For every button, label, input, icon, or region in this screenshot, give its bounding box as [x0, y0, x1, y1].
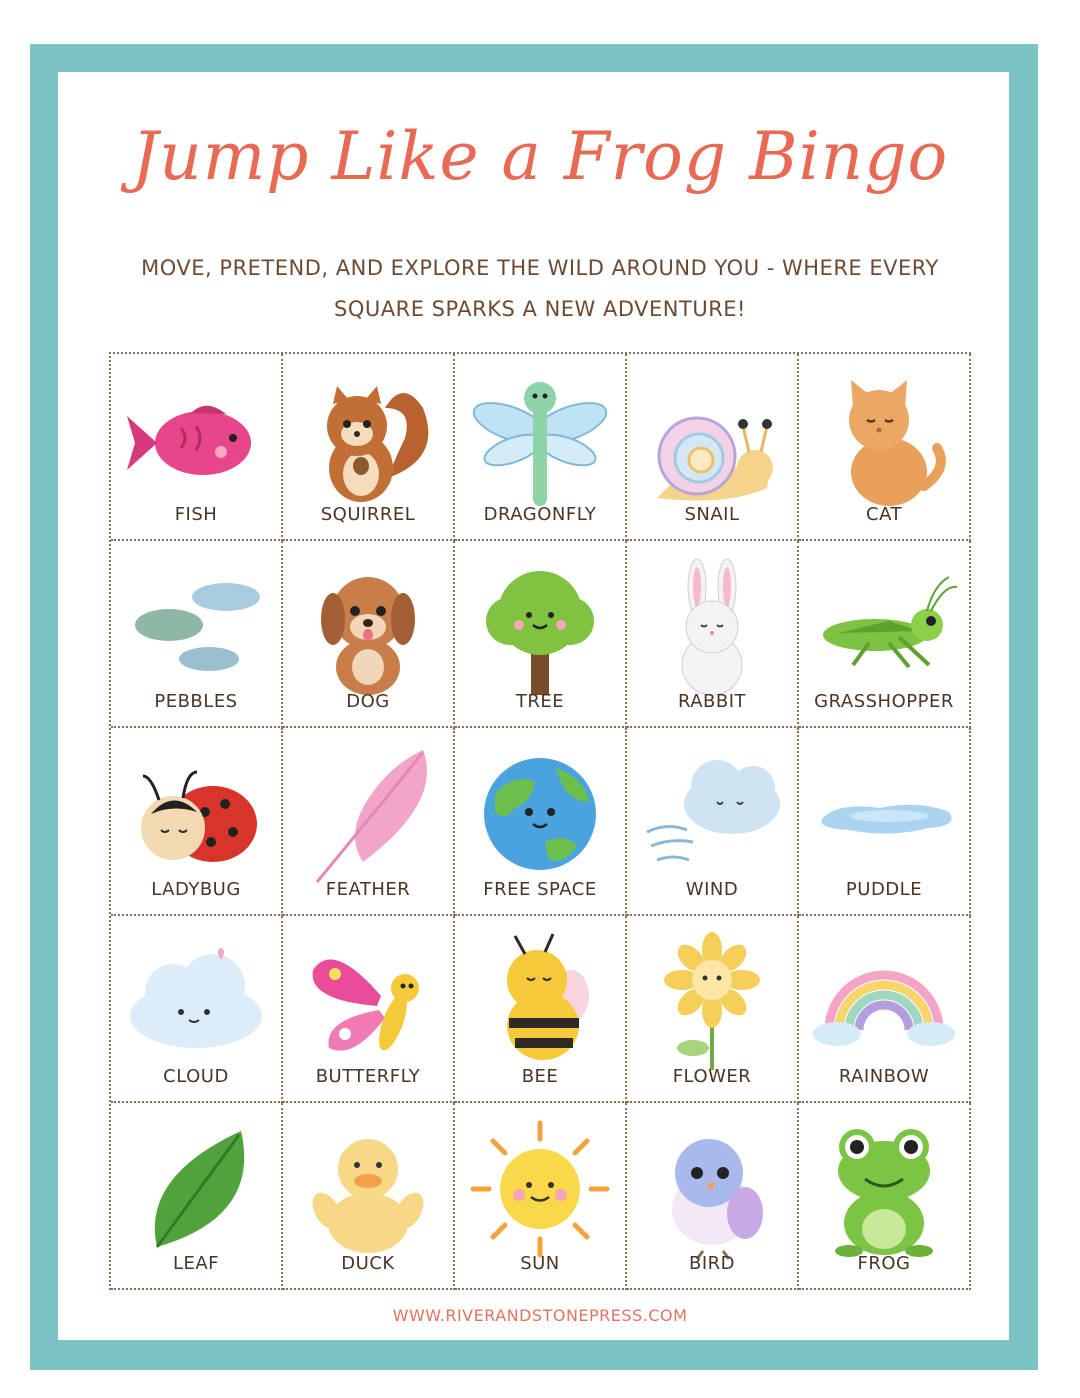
cell-label: WIND — [685, 878, 739, 900]
sun-icon — [465, 1117, 615, 1267]
leaf-icon — [121, 1117, 271, 1267]
bingo-cell-cloud[interactable] — [111, 916, 283, 1103]
pebbles-icon — [121, 555, 271, 705]
bingo-cell-pebbles[interactable] — [111, 541, 283, 728]
cell-label: FEATHER — [325, 878, 411, 900]
subtitle-line-2: SQUARE SPARKS A NEW ADVENTURE! — [334, 297, 746, 321]
bingo-cell-tree[interactable] — [455, 541, 627, 728]
bingo-cell-fish[interactable] — [111, 354, 283, 541]
grasshopper-icon — [809, 555, 959, 705]
bingo-cell-dog[interactable] — [283, 541, 455, 728]
rainbow-icon — [809, 930, 959, 1080]
cell-label: SNAIL — [684, 504, 740, 526]
wind-cloud-icon — [637, 742, 787, 892]
rabbit-icon — [637, 555, 787, 705]
dog-icon — [293, 555, 443, 705]
cell-label: GRASSHOPPER — [814, 691, 954, 713]
bingo-grid — [109, 352, 971, 1290]
bingo-cell-leaf[interactable] — [111, 1103, 283, 1290]
bingo-cell-squirrel[interactable] — [283, 354, 455, 541]
bingo-cell-frog[interactable] — [799, 1103, 971, 1290]
cell-label: BUTTERFLY — [315, 1065, 421, 1087]
bee-icon — [465, 930, 615, 1080]
earth-icon — [465, 742, 615, 892]
bingo-cell-butterfly[interactable] — [283, 916, 455, 1103]
tree-icon — [465, 555, 615, 705]
cell-label: DOG — [346, 691, 390, 713]
bingo-cell-sun[interactable] — [455, 1103, 627, 1290]
bingo-cell-puddle[interactable] — [799, 728, 971, 915]
bingo-cell-rainbow[interactable] — [799, 916, 971, 1103]
flower-icon — [637, 930, 787, 1080]
squirrel-icon — [293, 368, 443, 518]
bingo-cell-grasshopper[interactable] — [799, 541, 971, 728]
cell-label: LADYBUG — [151, 878, 241, 900]
cell-label: PUDDLE — [845, 878, 923, 900]
bingo-cell-ladybug[interactable] — [111, 728, 283, 915]
cell-label: FLOWER — [672, 1065, 752, 1087]
cell-label: DUCK — [341, 1252, 395, 1274]
cell-label: DRAGONFLY — [483, 504, 597, 526]
cell-label: PEBBLES — [154, 691, 238, 713]
bingo-cell-cat[interactable] — [799, 354, 971, 541]
bird-icon — [637, 1117, 787, 1267]
frog-icon — [809, 1117, 959, 1267]
snail-icon — [637, 368, 787, 518]
cell-label: BIRD — [688, 1252, 736, 1274]
bingo-cell-snail[interactable] — [627, 354, 799, 541]
bingo-cell-wind[interactable] — [627, 728, 799, 915]
puddle-icon — [809, 742, 959, 892]
bingo-cell-free-space[interactable] — [455, 728, 627, 915]
dragonfly-icon — [465, 368, 615, 518]
subtitle-line-1: MOVE, PRETEND, AND EXPLORE THE WILD AROUND YOU - WHERE EVERY — [141, 256, 939, 280]
footer-url[interactable]: WWW.RIVERANDSTONEPRESS.COM — [392, 1306, 688, 1325]
cell-label: LEAF — [172, 1252, 220, 1274]
cell-label: FREE SPACE — [483, 878, 597, 900]
bingo-cell-rabbit[interactable] — [627, 541, 799, 728]
cloud-icon — [121, 930, 271, 1080]
cat-icon — [809, 368, 959, 518]
page-title: Jump Like a Frog Bingo — [131, 118, 949, 195]
bingo-cell-duck[interactable] — [283, 1103, 455, 1290]
page-subtitle — [120, 248, 960, 330]
cell-label: BEE — [521, 1065, 559, 1087]
bingo-cell-flower[interactable] — [627, 916, 799, 1103]
bingo-cell-bee[interactable] — [455, 916, 627, 1103]
duck-icon — [293, 1117, 443, 1267]
cell-label: CLOUD — [163, 1065, 229, 1087]
cell-label: SQUIRREL — [320, 504, 416, 526]
cell-label: FISH — [174, 504, 218, 526]
cell-label: RAINBOW — [838, 1065, 930, 1087]
butterfly-icon — [293, 930, 443, 1080]
cell-label: CAT — [866, 504, 902, 526]
cell-label: SUN — [520, 1252, 560, 1274]
cell-label: FROG — [857, 1252, 911, 1274]
ladybug-icon — [121, 742, 271, 892]
bingo-cell-bird[interactable] — [627, 1103, 799, 1290]
cell-label: RABBIT — [677, 691, 747, 713]
bingo-cell-feather[interactable] — [283, 728, 455, 915]
feather-icon — [293, 742, 443, 892]
cell-label: TREE — [515, 691, 565, 713]
bingo-cell-dragonfly[interactable] — [455, 354, 627, 541]
fish-icon — [121, 368, 271, 518]
